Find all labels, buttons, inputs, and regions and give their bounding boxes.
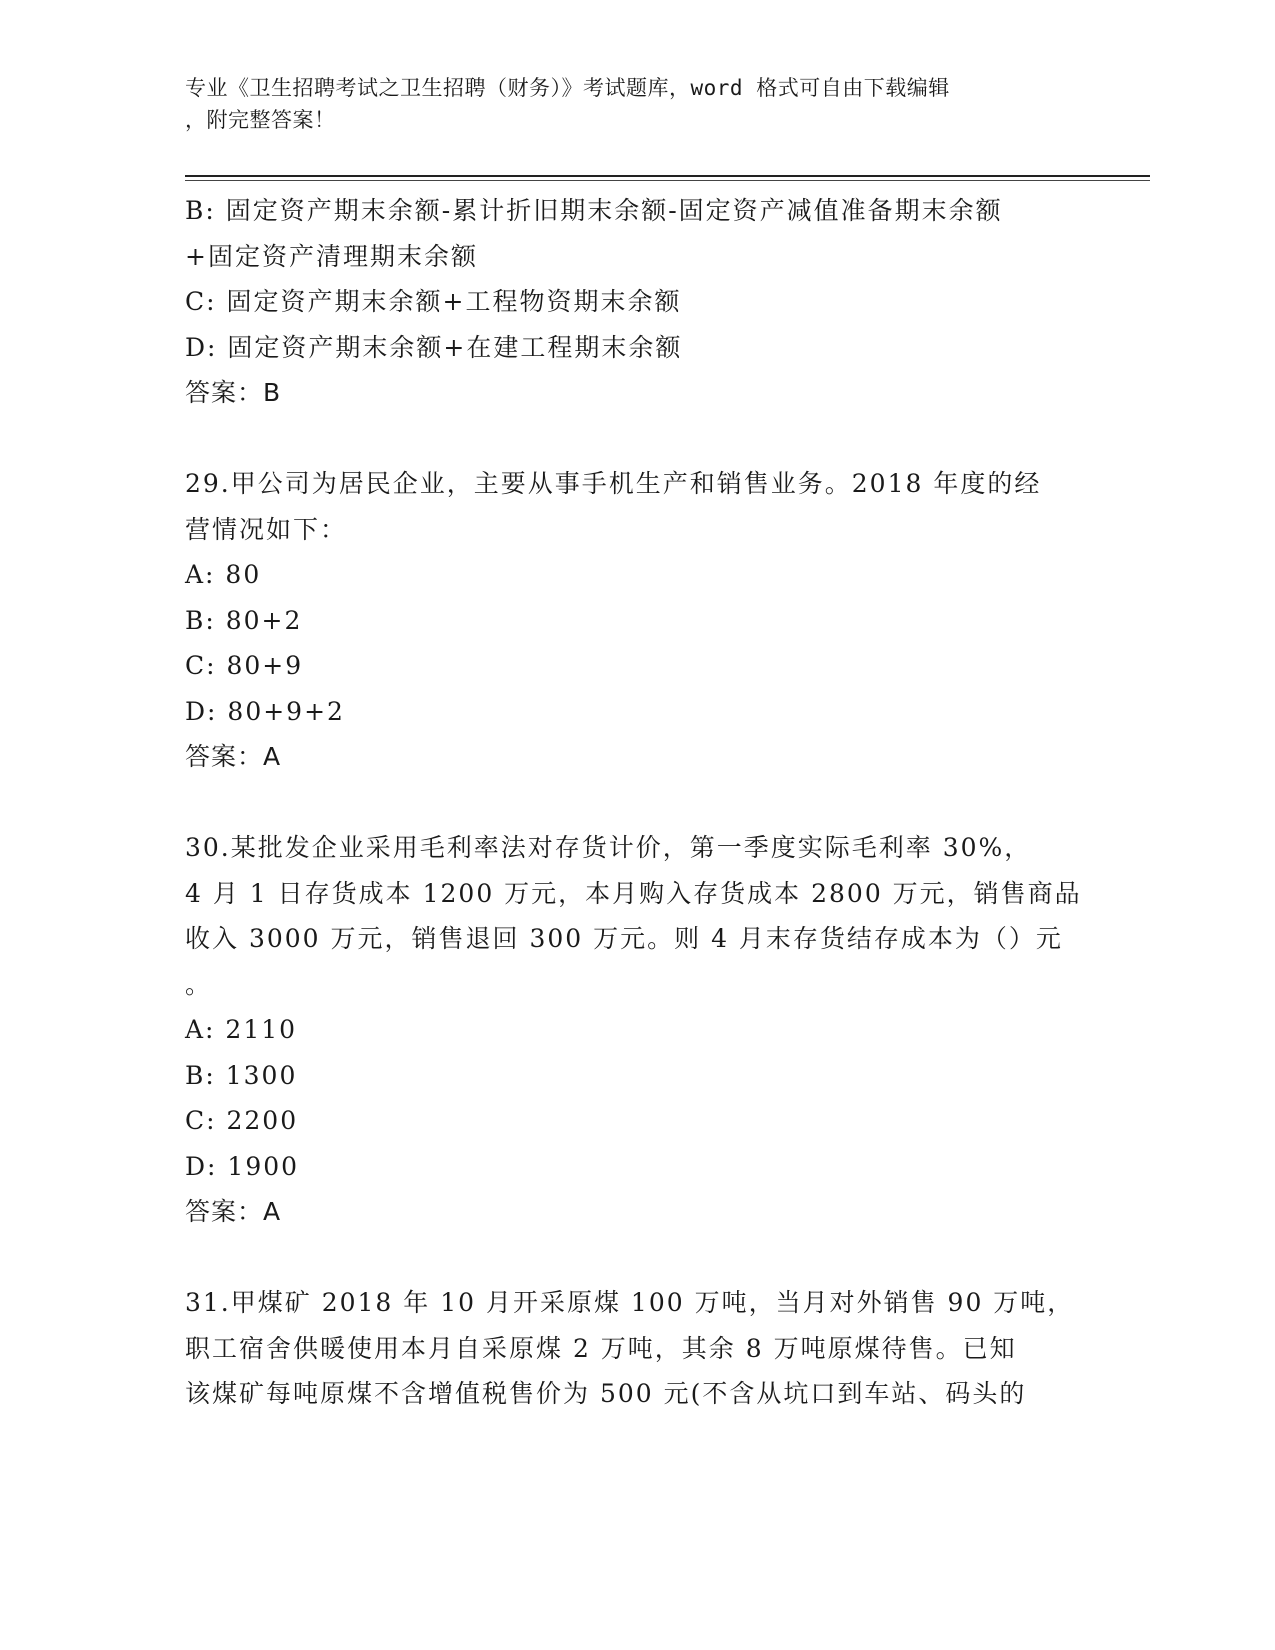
option-b-line-2: +固定资产清理期末余额 xyxy=(185,241,478,271)
spacer xyxy=(185,416,1085,462)
option-c: C: 2200 xyxy=(185,1106,299,1135)
header-line-1: 专业《卫生招聘考试之卫生招聘（财务）》考试题库，word 格式可自由下载编辑 xyxy=(185,76,950,100)
option-d: D: 固定资产期末余额+在建工程期末余额 xyxy=(185,332,683,362)
answer: 答案：A xyxy=(185,742,282,771)
question-stem-line-3: 收入 3000 万元，销售退回 300 万元。则 4 月末存货结存成本为（）元 xyxy=(185,924,1063,953)
header-line-2: ，附完整答案！ xyxy=(185,108,336,132)
option-c: C: 固定资产期末余额+工程物资期末余额 xyxy=(185,287,682,316)
option-b: B: 80+2 xyxy=(185,605,303,635)
question-stem-line-2: 营情况如下： xyxy=(185,514,348,544)
question-stem-line-3: 该煤矿每吨原煤不含增值税售价为 500 元(不含从坑口到车站、码头的 xyxy=(185,1379,1027,1408)
document-body xyxy=(185,188,1085,1417)
spacer xyxy=(185,780,1085,826)
spacer xyxy=(185,1235,1085,1281)
header-rule-thick xyxy=(185,175,1150,177)
question-stem-line-4: 。 xyxy=(185,969,213,999)
question-stem-line-1: 31.甲煤矿 2018 年 10 月开采原煤 100 万吨，当月对外销售 90 万吨， xyxy=(185,1288,1075,1317)
question-stem-line-2: 4 月 1 日存货成本 1200 万元，本月购入存货成本 2800 万元，销售商品 xyxy=(185,878,1082,908)
option-a: A: 2110 xyxy=(185,1015,298,1044)
option-d: D: 1900 xyxy=(185,1151,300,1181)
question-stem-line-1: 30.某批发企业采用毛利率法对存货计价，第一季度实际毛利率 30%， xyxy=(185,833,1032,862)
answer: 答案：A xyxy=(185,1197,282,1226)
header-rule-thin xyxy=(185,180,1150,181)
option-a: A: 80 xyxy=(185,560,262,589)
option-b: B: 1300 xyxy=(185,1060,298,1090)
option-c: C: 80+9 xyxy=(185,651,304,680)
answer: 答案：B xyxy=(185,378,282,407)
question-29 xyxy=(185,461,1085,780)
question-stem-line-2: 职工宿舍供暖使用本月自采原煤 2 万吨，其余 8 万吨原煤待售。已知 xyxy=(185,1333,1017,1363)
question-stem-line-1: 29.甲公司为居民企业，主要从事手机生产和销售业务。2018 年度的经 xyxy=(185,469,1042,498)
question-31 xyxy=(185,1280,1085,1417)
option-b-line-1: B: 固定资产期末余额-累计折旧期末余额-固定资产减值准备期末余额 xyxy=(185,196,1003,225)
question-30 xyxy=(185,825,1085,1235)
option-d: D: 80+9+2 xyxy=(185,696,345,726)
page-header xyxy=(185,72,1065,136)
question-28-tail xyxy=(185,188,1085,416)
